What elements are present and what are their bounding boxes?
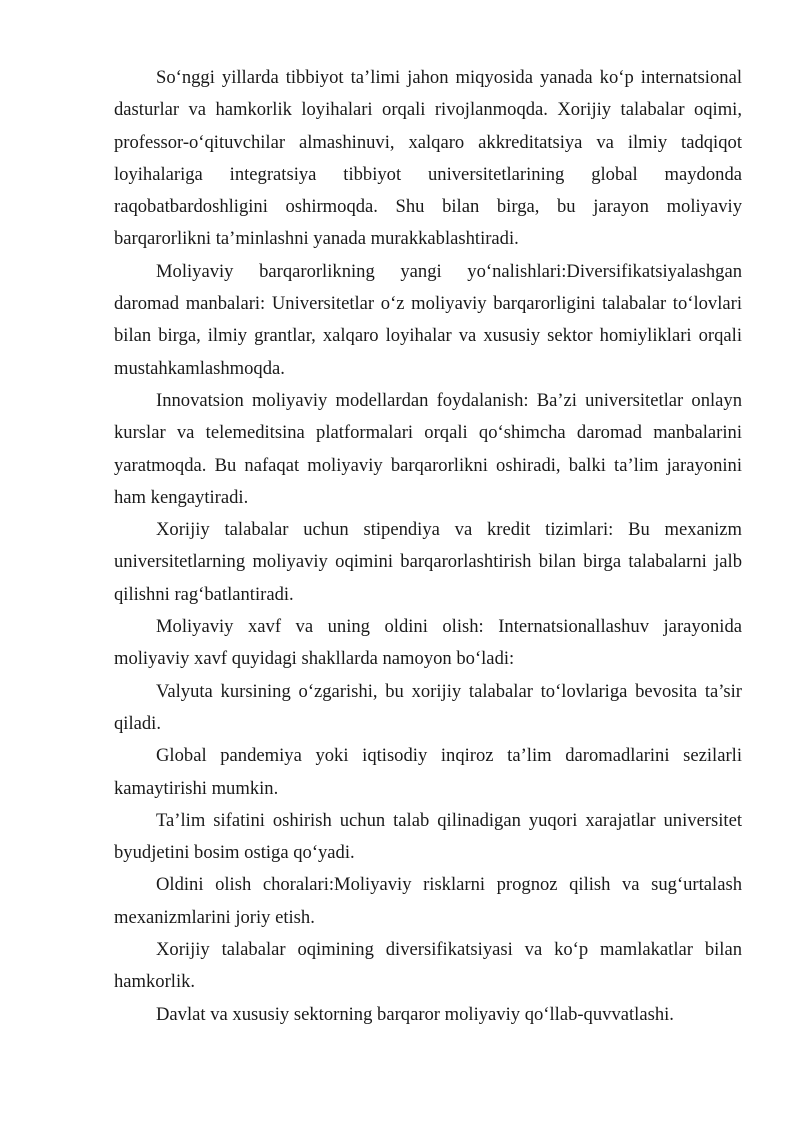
- paragraph-support: Davlat va xususiy sektorning barqaror moliyaviy qo‘llab-quvvatlashi.: [156, 1003, 674, 1025]
- paragraph-new-directions: Moliyaviy barqarorlikning yangi yo‘nalishlari:Diversifikatsiyalashgan daromad manbalari: Universitetlar o‘z moliyaviy barqarorligini talabalar to‘lovlari bilan birga, ilmiy grantlar, xalqaro loyihalar va xususiy sektor homiyliklari orqali mustahkamlashmoqda.: [114, 260, 742, 379]
- paragraph-intro: So‘nggi yillarda tibbiyot ta’limi jahon miqyosida yanada ko‘p internatsional dasturlar va hamkorlik loyihalari orqali rivojlanmoqda. Xorijiy talabalar oqimi, professor-o‘qituvchilar almashinuvi, xalqaro akkreditatsiya va ilmiy tadqiqot loyihalariga integratsiya tibbiyot universitetlarining global maydonda raqobatbardoshligini oshirmoqda. Shu bilan birga, bu jarayon moliyaviy barqarorlikni ta’minlashni yanada murakkablashtiradi.: [114, 67, 742, 250]
- paragraph-currency-risk: Valyuta kursining o‘zgarishi, bu xorijiy talabalar to‘lovlariga bevosita ta’sir qiladi.: [114, 680, 742, 734]
- paragraph-innovative-models: Innovatsion moliyaviy modellardan foydalanish: Ba’zi universitetlar onlayn kurslar va telemeditsina platformalari orqali qo‘shimcha daromad manbalarini yaratmoqda. Bu nafaqat moliyaviy barqarorlikni oshiradi, balki ta’lim jarayonini ham kengaytiradi.: [114, 389, 742, 508]
- document-page: [114, 62, 742, 1031]
- paragraph-prevention: Oldini olish choralari:Moliyaviy risklarni prognoz qilish va sug‘urtalash mexanizmlarini joriy etish.: [114, 874, 742, 928]
- paragraph-cost-risk: Ta’lim sifatini oshirish uchun talab qilinadigan yuqori xarajatlar universitet byudjetini bosim ostiga qo‘yadi.: [114, 809, 742, 864]
- paragraph-pandemic-risk: Global pandemiya yoki iqtisodiy inqiroz ta’lim daromadlarini sezilarli kamaytirishi mumkin.: [114, 745, 742, 799]
- paragraph-scholarships: Xorijiy talabalar uchun stipendiya va kredit tizimlari: Bu mexanizm universitetlarning moliyaviy oqimini barqarorlashtirish bilan birga talabalarni jalb qilishni rag‘batlantiradi.: [114, 519, 742, 605]
- paragraph-diversification: Xorijiy talabalar oqimining diversifikatsiyasi va ko‘p mamlakatlar bilan hamkorlik.: [114, 939, 742, 993]
- paragraph-financial-risk: Moliyaviy xavf va uning oldini olish: Internatsionallashuv jarayonida moliyaviy xavf quyidagi shakllarda namoyon bo‘ladi:: [114, 616, 742, 670]
